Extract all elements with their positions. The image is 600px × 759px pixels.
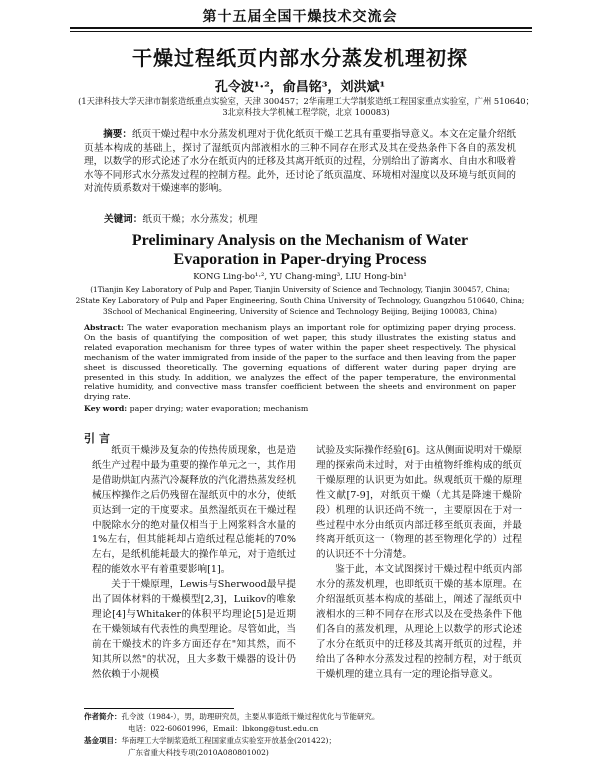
english-title: [60, 231, 540, 269]
footnote-author-text: 孔令波（1984-），男，助理研究员，主要从事造纸干燥过程优化与节能研究。: [121, 712, 380, 721]
english-keywords-label: Key word:: [84, 404, 128, 413]
body-paragraph: 鉴于此，本文试图探讨干燥过程中纸页内部水分的蒸发机理，也即纸页干燥的基本原理。在介绍湿纸页基本构成的基础上，阐述了湿纸页中液相水的三种不同存在形式以及在受热条件下他们各自的蒸发机理，从理论上以数学的形式论述了水分在纸页中的迁移及其离开纸页的过程，并给出了各种水分蒸发过程的控制方程，对于纸页干燥机理的建立具有一定的理论指导意义。: [316, 564, 522, 680]
intro-heading: 引言: [84, 432, 114, 445]
footnote-contact: [84, 723, 524, 735]
conference-header: 第十五届全国干燥技术交流会: [202, 9, 398, 25]
english-abstract-label: Abstract:: [84, 323, 124, 332]
chinese-abstract-label: 摘要：: [103, 129, 132, 140]
chinese-abstract-text: 纸页干燥过程中水分蒸发机理对于优化纸页干燥工艺具有重要指导意义。本文在定量介绍纸页基本构成的基础上，探讨了湿纸页内部液相水的三种不同存在形式及其在受热条件下各自的蒸发机理，以数学的形式论述了水分在纸页内的迁移及其离开纸页的过程，分别给出了游离水、自由水和吸着水等不同形式水分蒸发过程的控制方程。此外，还讨论了纸页温度、环境相对湿度以及环境与纸页间的对流传质系数对干燥速率的影响。: [84, 129, 517, 195]
chinese-keywords: [104, 211, 524, 225]
footnotes: [84, 711, 524, 759]
header-rule-thin: [70, 31, 532, 32]
footnote-contact-text: 电话：022-60601996，Email：lbkong@tust.edu.cn: [128, 724, 319, 733]
english-affiliation-2: 2State Key Laboratory of Pulp and Paper Engineering, South China University of Technology, Guangzhou 510640, China;: [75, 296, 525, 305]
chinese-abstract: [84, 128, 516, 196]
header-rule: [70, 27, 532, 29]
footnote-rule: [84, 708, 234, 709]
english-title-line2: Evaporation in Paper-drying Process: [173, 251, 427, 268]
body-column-left: [92, 444, 296, 683]
english-keywords: [84, 404, 516, 413]
body-paragraph: 关于干燥原理，Lewis与Sherwood最早提出了固体材料的干燥模型[2,3]，Luikov的唯象理论[4]与Whitaker的体积平均理论[5]是近期在干燥领域有代表性的典型理论。尽管如此，当前在干燥技术的许多方面还存在"知其然，而不知其所以然"的状况，且大多数干燥器的设计仍然依赖于小规模: [92, 579, 296, 680]
body-paragraph: 纸页干燥涉及复杂的传热传质现象，也是造纸生产过程中最为重要的操作单元之一，其作用是借助烘缸内蒸汽冷凝释放的汽化潜热蒸发经机械压榨操作之后仍残留在湿纸页中的水分，使纸页达到一定的干度要求。虽然湿纸页在干燥过程中脱除水分的绝对量仅相当于上网浆料含水量的1%左右，但其能耗却占造纸过程总能耗的70%左右，是纸机能耗最大的操作单元，对于造纸过程的能效水平有着重要影响[1]。: [92, 445, 296, 576]
body-column-right: [316, 444, 522, 683]
chinese-keywords-label: 关键词：: [104, 214, 143, 225]
english-affiliation-1: (1Tianjin Key Laboratory of Pulp and Paper, Tianjin University of Science and Technology, Tianjin 300457, China;: [90, 285, 510, 294]
english-abstract: [84, 323, 516, 402]
chinese-affiliation: (1天津科技大学天津市制浆造纸重点实验室，天津 300457；2华南理工大学制浆造纸工程国家重点实验室，广州 510640；3北京科技大学机械工程学院，北京 100083): [78, 96, 534, 117]
footnote-fund-text: 华南理工大学制浆造纸工程国家重点实验室开放基金(201422)；: [121, 736, 336, 745]
english-keywords-text: paper drying; water evaporation; mechanism: [129, 404, 309, 413]
footnote-author: [84, 711, 524, 723]
chinese-title: 干燥过程纸页内部水分蒸发机理初探: [132, 46, 468, 70]
english-authors: KONG Ling-bo¹·², YU Chang-ming³, LIU Hong-bin¹: [193, 271, 407, 281]
english-abstract-text: The water evaporation mechanism plays an important role for optimizing paper drying process. On the basis of quantifying the composition of wet paper, this study illustrates the existing status and related evaporation mechanism for three types of water within the paper sheet respectively. The physical mechanism of the water immigrated from inside of the paper to the surface and then leaving from the paper sheet is discussed theoretically. The governing equations of different water during paper drying are presented in this study. In addition, we analyzes the effect of the paper temperature, the environmental relative humidity, and convective mass transfer coefficient between the sheets and environment on paper drying rate.: [84, 323, 517, 402]
chinese-authors: 孔令波¹·²，俞昌铭³，刘洪斌¹: [214, 80, 386, 95]
english-affiliation: [40, 284, 560, 317]
body-paragraph: 试验及实际操作经验[6]。这从侧面说明对干燥原理的探索尚未过时，对于由植物纤维构成的纸页干燥原理的认识更为如此。纵观纸页干燥的原理性文献[7-9]，对纸页干燥（尤其是降速干燥阶段）机理的认识还尚不统一，主要原因在于对一些过程中水分由纸页内部迁移至纸页表面，并最终离开纸页这一（物理的甚至物理化学的）过程的认识还不十分清楚。: [316, 445, 522, 561]
chinese-keywords-text: 纸页干燥；水分蒸发；机理: [142, 214, 258, 225]
english-title-line1: Preliminary Analysis on the Mechanism of Water: [131, 232, 469, 249]
footnote-fund-label: 基金项目：: [84, 736, 122, 745]
footnote-fund-text-2: 广东省重大科技专项(2010A080801002): [128, 748, 269, 757]
english-affiliation-3: 3School of Mechanical Engineering, University of Science and Technology Beijing, Beijing 100083, China): [103, 307, 497, 316]
footnote-author-label: 作者简介：: [84, 712, 122, 721]
footnote-fund: [84, 735, 524, 747]
